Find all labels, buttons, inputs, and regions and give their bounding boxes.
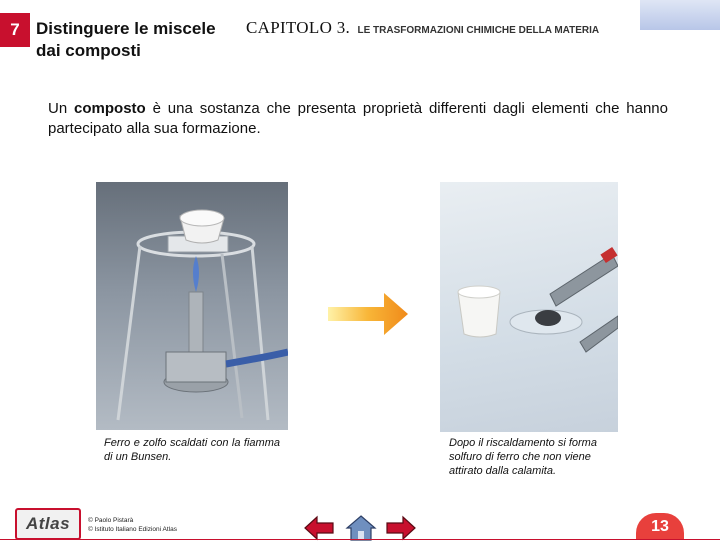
iron-sulfide-photo	[440, 182, 618, 432]
left-figure-caption: Ferro e zolfo scaldati con la fiamma di un Bunsen.	[104, 437, 280, 463]
chapter-heading	[246, 18, 599, 38]
section-number-badge: 7	[0, 13, 30, 47]
right-figure-caption: Dopo il riscaldamento si forma solfuro di ferro che non viene attirato dalla calamita.	[449, 437, 597, 477]
arrow-right-icon	[328, 293, 408, 335]
atlas-logo	[15, 508, 81, 540]
arrow-left-icon	[303, 514, 335, 542]
chapter-subtitle: LE TRASFORMAZIONI CHIMICHE DELLA MATERIA	[357, 25, 600, 36]
credit-line-publisher: © Istituto Italiano Edizioni Atlas	[88, 526, 177, 533]
previous-slide-button[interactable]	[303, 514, 335, 542]
home-button[interactable]	[345, 514, 377, 542]
credits	[88, 516, 177, 534]
intro-text-after: è una sostanza che presenta proprietà differenti dagli elementi che hanno partecipato alla sua formazione.	[48, 100, 668, 137]
next-slide-button[interactable]	[385, 514, 417, 542]
intro-text-before: Un	[48, 100, 75, 117]
page-number-badge: 13	[636, 513, 684, 540]
corner-decoration	[640, 0, 720, 30]
intro-keyword: composto	[74, 100, 146, 117]
bunsen-burner-photo	[96, 182, 288, 430]
intro-paragraph	[48, 99, 668, 139]
iron-sulfide-illustration	[440, 182, 618, 432]
home-icon	[345, 514, 377, 542]
arrow-right-icon	[385, 514, 417, 542]
section-title: Distinguere le miscele dai composti	[36, 19, 216, 60]
credit-line-author: © Paolo Pistarà	[88, 517, 134, 524]
chapter-label: CAPITOLO 3.	[246, 18, 351, 37]
bunsen-burner-illustration	[96, 182, 288, 430]
logo-text: Atlas	[25, 514, 71, 533]
